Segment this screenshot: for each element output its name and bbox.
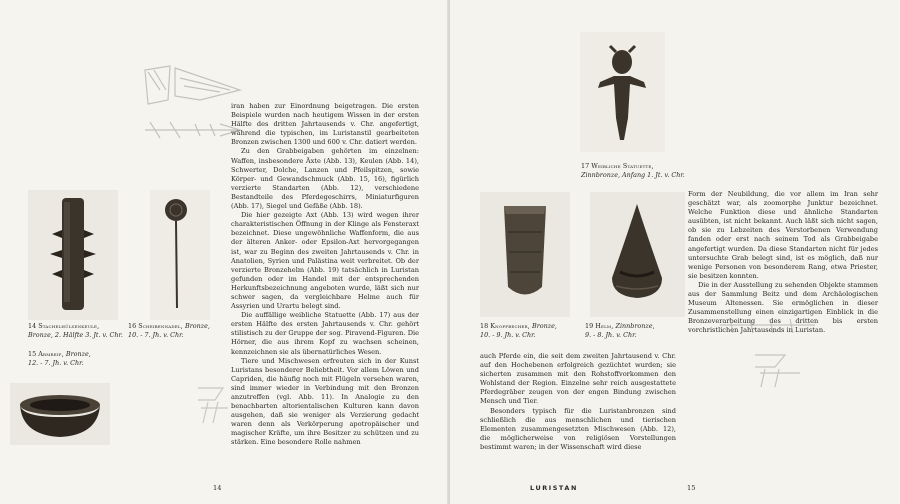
page-number-right: 15 — [687, 484, 696, 492]
photo-bracelet — [10, 383, 110, 445]
photo-spiked-mace — [28, 190, 118, 320]
caption-18: 18 Knopfbecher, Bronze, 10. - 9. Jh. v. Chr. — [480, 322, 557, 339]
right-page — [450, 0, 900, 504]
cuneiform-decoration-bottom — [193, 378, 233, 428]
caption-14: 14 Stachelhülsenkeule, Bronze, 2. Hälfte 3. Jt. v. Chr. — [28, 322, 123, 339]
caption-17: 17 Weibliche Statuette, Zinnbronze, Anfang 1. Jt. v. Chr. — [581, 162, 685, 179]
running-head: LURISTAN — [530, 484, 578, 492]
cuneiform-decoration-right — [715, 315, 825, 395]
photo-beaker — [480, 192, 570, 317]
left-page-text-column: iran haben zur Einordnung beigetragen. Die ersten Beispiele wurden nach heutigem Wissen in der ersten Hälfte des dritten Jahrtausends v. Chr. angefertigt, während die typischen, im Luristanstil gearbeiteten Bronzen zwischen 1300 und 600 v. Chr. datiert werden. Zu den Grabbeigaben gehörten im einzelnen: Waffen, insbesondere Äxte (Abb. 13), Keulen (Abb. 14), Schwerter, Dolche, Lanzen und Pfeilspitzen, sowie Körper- und Gewandschmuck (Abb. 15, 16), figürlich verzierte Standarten (Abb. 12), verschiedene Bestandteile des Pferdegeschirrs, Miniaturfiguren (Abb. 17), Siegel und Gefäße (Abb. 18). Die hier gezeigte Axt (Abb. 13) wird wegen ihrer charakteristischen Öffnung in der Klinge als Fensteraxt bezeichnet. Diese ungewöhnliche Waffenform, die aus der älteren Anker- oder Epsilon-Axt hervorgegangen ist, war zu Beginn des zweiten Jahrtausends v. Chr. in Anatolien, Syrien und Palästina weit verbreitet. Ob der verzierte Bronzehelm (Abb. 19) tatsächlich in Luristan gefunden oder im Handel mit der entsprechenden Herkunftsbezeichnung angeboten wurde, läßt sich nur schwer sagen, da vergleichbare Helme auch für Assyrien und Urartu belegt sind. Die auffällige weibliche Statuette (Abb. 17) aus der ersten Hälfte des ersten Jahrtausends v. Chr. gehört stilistisch zu der Gruppe der sog. Piravend-Figuren. Die Hörner, die aus ihrem Kopf zu wachsen scheinen, kennzeichnen sie als übernatürliches Wesen. Tiere und Mischwesen erfreuten sich in der Kunst Luristans besonderer Beliebtheit. Vor allem Löwen und Capriden, die häufig noch mit Flügeln versehen waren, sind immer wieder in Verbindung mit den Bronzen anzutreffen (vgl. Abb. 11). In Analogie zu den benachbarten altorientalischen Kulturen kann davon ausgehen, daß sie weniger als Verzierung gedacht waren denn als Verkörperung apotropäischer und magischer Kräfte, um ihre Besitzer zu schützen und zu stärken. Eine besondere Rolle nahmen — [231, 102, 419, 447]
right-page-text-column-lower: auch Pferde ein, die seit dem zweiten Jahrtausend v. Chr. auf den Hochebenen erfolgreich gezüchtet wurden; sie sicherten zusammen mit den Rohstoffvorkommen den Wohlstand der Region. Einzelne sehr reich ausgestattete Pferdegräber zeugen von der engen Bindung zwischen Mensch und Tier. Besonders typisch für die Luristanbronzen sind schließlich die aus menschlichen und tierischen Elementen zusammengesetzten Mischwesen (Abb. 12), die möglicherweise von religiösen Vorstellungen bestimmt waren; in der Wissenschaft wird diese — [480, 352, 676, 451]
page-number-left: 14 — [213, 484, 222, 492]
right-page-text-column-upper: Form der Neubildung, die vor allem im Iran sehr geschätzt war, als zoomorphe Junktur bezeichnet. Welche Funktion diese und ähnliche Standarten ausübten, ist nicht bekannt. Auch läßt sich nicht sagen, ob sie zu Lebzeiten des Verstorbenen Verwendung fanden oder erst nach seinem Tod als Grabbeigabe angefertigt wurden. Da diese Standarten nicht für jedes untersuchte Grab belegt sind, ist es möglich, daß nur wenige Personen von besonderem Rang, etwa Priester, sie besitzen konnten. Die in der Ausstellung zu sehenden Objekte stammen aus der Sammlung Beitz und dem Archäologischen Museum Altenessen. Sie ermöglichen in dieser Zusammenstellung einen einzigartigen Einblick in die Bronzeverarbeitung des dritten bis ersten vorchristlichen Jahrtausends in Luristan. — [688, 190, 878, 335]
photo-disc-pin — [150, 190, 210, 320]
caption-19: 19 Helm, Zinnbronze, 9. - 8. Jh. v. Chr. — [585, 322, 655, 339]
photo-female-statuette — [580, 32, 665, 152]
caption-16: 16 Scheibennadel, Bronze, 10. - 7. Jh. v. Chr. — [128, 322, 210, 339]
caption-15: 15 Armreif, Bronze, 12. - 7. Jh. v. Chr. — [28, 350, 91, 367]
photo-helmet — [590, 192, 685, 317]
